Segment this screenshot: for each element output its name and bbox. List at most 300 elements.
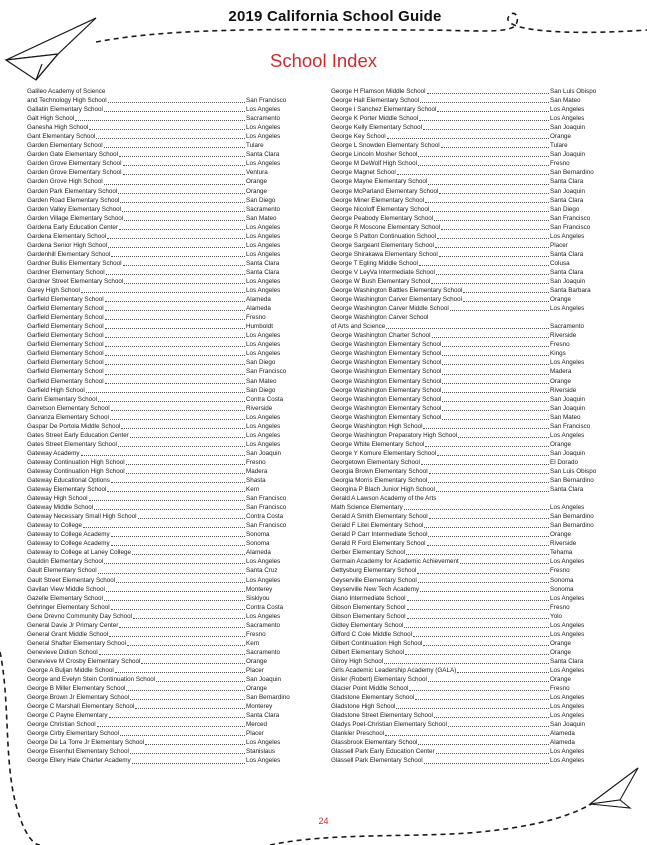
county-name: Sacramento	[246, 648, 280, 656]
county-name: San Bernardino	[246, 694, 290, 702]
dot-leader	[105, 310, 245, 311]
dot-leader	[404, 627, 549, 628]
school-name: Galileo Academy of Science	[27, 88, 106, 95]
school-name: Garfield Elementary School	[27, 341, 104, 349]
county-name: San Joaquin	[550, 721, 586, 729]
school-name: George Washington Elementary School	[331, 368, 442, 376]
dot-leader	[111, 410, 245, 411]
school-name: Garfield Elementary School	[27, 296, 104, 304]
index-entry	[27, 177, 310, 186]
index-entry	[331, 187, 614, 196]
county-name: Sacramento	[246, 205, 280, 213]
school-name: George Magnet School	[331, 169, 396, 177]
index-entry	[27, 630, 310, 639]
county-name: San Joaquin	[246, 449, 282, 457]
dot-leader	[441, 147, 549, 148]
index-entry	[27, 512, 310, 521]
dot-leader	[89, 129, 245, 130]
school-name: Gates Street Elementary School	[27, 440, 117, 448]
index-entry	[331, 576, 614, 585]
index-entry	[331, 711, 614, 720]
index-entry	[331, 232, 614, 241]
school-name: Georgetown Elementary School	[331, 458, 420, 466]
index-entry	[331, 286, 614, 295]
index-entry	[27, 123, 310, 132]
school-name: George Washington High School	[331, 422, 423, 430]
county-name: San Joaquin	[550, 395, 586, 403]
county-name: Orange	[550, 648, 572, 656]
index-entry	[331, 159, 614, 168]
school-name: Garden Grove Elementary School	[27, 169, 122, 177]
index-entry	[331, 485, 614, 494]
index-entry	[27, 286, 310, 295]
county-name: Los Angeles	[246, 739, 281, 747]
school-name: Gardner Street Elementary School	[27, 277, 124, 285]
school-name: Georgina P Blach Junior High School	[331, 486, 435, 494]
county-name: Santa Clara	[550, 178, 584, 186]
index-entry	[27, 657, 310, 666]
dot-leader	[145, 744, 245, 745]
school-name: Gilroy High School	[331, 657, 384, 665]
county-name: San Mateo	[550, 97, 581, 105]
county-name: Santa Clara	[550, 268, 584, 276]
county-name: Los Angeles	[246, 612, 281, 620]
index-entry	[27, 467, 310, 476]
county-name: Los Angeles	[246, 431, 281, 439]
index-entry	[331, 150, 614, 159]
index-entry	[27, 340, 310, 349]
dot-leader	[126, 464, 245, 465]
dot-leader	[429, 473, 549, 474]
county-name: Sonoma	[550, 585, 574, 593]
dot-leader	[81, 292, 245, 293]
school-name: Giano Intermediate School	[331, 594, 406, 602]
school-name: Garfield Elementary School	[27, 377, 104, 385]
school-name: George Hall Elementary School	[331, 97, 420, 105]
index-entry	[27, 720, 310, 729]
dot-leader	[123, 265, 246, 266]
index-entry	[27, 747, 310, 756]
county-name: Contra Costa	[246, 603, 284, 611]
county-name: Los Angeles	[246, 440, 281, 448]
dot-leader	[106, 274, 245, 275]
county-name: San Diego	[246, 359, 276, 367]
county-name: Madera	[550, 368, 572, 376]
county-name: Kings	[550, 350, 566, 358]
index-entry	[331, 512, 614, 521]
dot-leader	[429, 518, 549, 519]
school-name: George Washington Carver School	[331, 314, 429, 322]
index-entry	[331, 738, 614, 747]
county-name: San Francisco	[246, 495, 287, 503]
dot-leader	[105, 364, 245, 365]
county-name: Los Angeles	[550, 703, 585, 711]
dot-leader	[413, 636, 549, 637]
county-name: San Bernardino	[550, 513, 594, 521]
school-name: George Washington Carver Elementary School	[331, 296, 463, 304]
paper-airplane-icon	[590, 768, 638, 808]
county-name: San Francisco	[550, 214, 591, 222]
school-name: and Technology High School	[27, 97, 107, 105]
county-name: Yolo	[550, 612, 563, 620]
index-entry	[331, 449, 614, 458]
county-name: San Joaquin	[550, 277, 586, 285]
index-entry	[27, 241, 310, 250]
dot-leader	[442, 401, 549, 402]
index-entry	[331, 548, 614, 557]
index-entry	[27, 114, 310, 123]
index-entry	[331, 503, 614, 512]
school-name: Garden Grove Elementary School	[27, 160, 122, 168]
index-entry	[27, 250, 310, 259]
county-name: Santa Clara	[550, 250, 584, 258]
index-entry	[27, 132, 310, 141]
index-entry	[27, 576, 310, 585]
school-name: Garden Gate Elementary School	[27, 151, 119, 159]
school-name: George White Elementary School	[331, 440, 425, 448]
county-name: Los Angeles	[246, 241, 281, 249]
dot-leader	[99, 654, 245, 655]
index-entry	[27, 422, 310, 431]
dot-leader	[135, 708, 245, 709]
county-name: Riverside	[550, 540, 577, 548]
county-name: Los Angeles	[550, 305, 585, 313]
index-entry	[27, 557, 310, 566]
dot-leader	[118, 446, 245, 447]
dot-leader	[442, 419, 549, 420]
county-name: Humboldt	[246, 323, 273, 331]
school-name: Genevieve M Crosby Elementary School	[27, 657, 141, 665]
dot-leader	[418, 582, 549, 583]
county-name: Santa Cruz	[246, 567, 278, 575]
county-name: Riverside	[246, 404, 273, 412]
index-entry	[331, 223, 614, 232]
county-name: San Bernardino	[550, 522, 594, 530]
index-entry	[331, 657, 614, 666]
dot-leader	[132, 554, 245, 555]
school-name: George Eisenhut Elementary School	[27, 748, 129, 756]
dot-leader	[419, 120, 549, 121]
dot-leader	[111, 536, 245, 537]
school-name: Gerald A Smith Elementary School	[331, 513, 428, 521]
index-entry	[331, 756, 614, 765]
dot-leader	[111, 256, 245, 257]
county-name: Riverside	[550, 332, 577, 340]
index-entry	[27, 214, 310, 223]
county-name: Fresno	[550, 341, 570, 349]
dot-leader	[404, 509, 549, 510]
index-entry	[331, 693, 614, 702]
index-entry	[27, 159, 310, 168]
index-entry	[331, 259, 614, 268]
dot-leader	[442, 364, 549, 365]
county-name: San Joaquin	[550, 404, 586, 412]
dot-leader	[118, 193, 245, 194]
index-entry	[331, 431, 614, 440]
county-name: Los Angeles	[246, 422, 281, 430]
dot-leader	[417, 573, 549, 574]
school-name: Gant Elementary School	[27, 133, 96, 141]
county-name: Los Angeles	[550, 694, 585, 702]
index-entry	[27, 702, 310, 711]
dot-leader	[434, 220, 549, 221]
county-name: San Bernardino	[550, 169, 594, 177]
dot-leader	[124, 220, 245, 221]
county-name: San Luis Obispo	[550, 467, 597, 475]
school-name: George Brown Jr Elementary School	[27, 694, 130, 702]
county-name: Los Angeles	[246, 350, 281, 358]
dot-leader	[418, 165, 549, 166]
index-entry	[27, 304, 310, 313]
dot-leader	[423, 428, 549, 429]
county-name: San Diego	[246, 196, 276, 204]
county-name: San Joaquin	[550, 187, 586, 195]
index-entry	[27, 395, 310, 404]
school-name: George T Egling Middle School	[331, 259, 418, 267]
county-name: Santa Barbara	[550, 287, 591, 295]
dot-leader	[104, 184, 245, 185]
county-name: San Mateo	[246, 214, 277, 222]
dot-leader	[434, 717, 549, 718]
dot-leader	[107, 491, 245, 492]
index-entry	[331, 331, 614, 340]
county-name: Orange	[550, 440, 572, 448]
county-name: Contra Costa	[246, 513, 284, 521]
index-entry	[331, 530, 614, 539]
school-name: George Kelly Elementary School	[331, 124, 423, 132]
index-entry	[27, 205, 310, 214]
index-entry	[331, 96, 614, 105]
school-name: Gateway Educational Options	[27, 477, 110, 485]
school-name: Gifford C Cole Middle School	[331, 630, 413, 638]
county-name: Orange	[550, 639, 572, 647]
index-entry	[331, 404, 614, 413]
school-name: of Arts and Science	[331, 323, 386, 331]
index-entry	[27, 548, 310, 557]
school-name: Georgia Morris Elementary School	[331, 477, 428, 485]
school-name: Gateway High School	[27, 495, 88, 503]
county-name: El Dorado	[550, 458, 579, 466]
index-entry	[331, 585, 614, 594]
school-name: George Washington Elementary School	[331, 395, 442, 403]
school-name: General Grant Middle School	[27, 630, 109, 638]
index-entry	[331, 612, 614, 621]
dot-leader	[405, 654, 549, 655]
school-name: General Shafter Elementary School	[27, 639, 127, 647]
county-name: Kern	[246, 639, 260, 647]
school-name: George Washington Charter School	[331, 332, 431, 340]
school-name: George Washington Elementary School	[331, 404, 442, 412]
school-name: George B Miller Elementary School	[27, 685, 126, 693]
index-entry	[27, 259, 310, 268]
school-name: George H Flamson Middle School	[331, 88, 426, 95]
school-name: Garden Road Elementary School	[27, 196, 120, 204]
index-entry	[331, 566, 614, 575]
county-name: Orange	[246, 685, 268, 693]
school-name: George McParland Elementary School	[331, 187, 439, 195]
index-entry	[27, 594, 310, 603]
school-name: Gibson Elementary School	[331, 612, 406, 620]
school-name: George K Porter Middle School	[331, 115, 419, 123]
dot-leader	[437, 455, 549, 456]
school-name: George Washington Preparatory High School	[331, 431, 458, 439]
school-name: George L Snowden Elementary School	[331, 142, 440, 150]
dot-leader	[439, 193, 549, 194]
school-name: Garfield Elementary School	[27, 350, 104, 358]
dot-leader	[442, 355, 549, 356]
dot-leader	[420, 591, 549, 592]
index-entry	[27, 756, 310, 765]
county-name: San Joaquin	[550, 124, 586, 132]
index-entry	[331, 702, 614, 711]
dot-leader	[111, 482, 245, 483]
school-name: Gardner Bullis Elementary School	[27, 259, 122, 267]
school-name: George and Evelyn Stein Continuation School	[27, 676, 156, 684]
index-entry	[331, 132, 614, 141]
county-name: Riverside	[550, 386, 577, 394]
school-name: Gauldin Elementary School	[27, 558, 104, 566]
school-name: George M DeWolf High School	[331, 160, 417, 168]
school-name: Garfield Elementary School	[27, 323, 104, 331]
dot-leader	[407, 609, 549, 610]
county-name: Sacramento	[246, 115, 280, 123]
school-name: George I Sanchez Elementary School	[331, 106, 437, 114]
index-entry	[27, 141, 310, 150]
school-name: Garey High School	[27, 287, 80, 295]
index-entry	[331, 295, 614, 304]
school-name: Garden Valley Elementary School	[27, 205, 122, 213]
school-name: George Key School	[331, 133, 386, 141]
county-name: Los Angeles	[550, 359, 585, 367]
dot-leader	[428, 681, 549, 682]
dot-leader	[97, 726, 245, 727]
dot-leader	[115, 672, 245, 673]
index-entry	[27, 232, 310, 241]
school-name: Gerber Elementary School	[331, 549, 406, 557]
dot-leader	[420, 102, 549, 103]
county-name: Los Angeles	[246, 250, 281, 258]
county-name: Los Angeles	[246, 106, 281, 114]
county-name: Los Angeles	[246, 341, 281, 349]
county-name: Alameda	[246, 549, 271, 557]
county-name: Los Angeles	[246, 223, 281, 231]
county-name: Placer	[246, 667, 264, 674]
dot-leader	[89, 500, 245, 501]
index-entry	[27, 331, 310, 340]
school-name: Georgia Brown Elementary School	[331, 467, 428, 475]
index-entry	[27, 322, 310, 331]
county-name: Los Angeles	[550, 504, 585, 512]
county-name: Los Angeles	[246, 287, 281, 295]
index-entry	[27, 621, 310, 630]
index-entry	[27, 521, 310, 530]
school-name: George Nicoloff Elementary School	[331, 205, 430, 213]
school-name: Garfield High School	[27, 386, 85, 394]
school-name: George W Bush Elementary School	[331, 277, 431, 285]
dot-leader	[418, 156, 549, 157]
school-name: George Shirakawa Elementary School	[331, 250, 438, 258]
school-name: George A Buljan Middle School	[27, 667, 114, 674]
dot-leader	[96, 138, 245, 139]
county-name: Los Angeles	[550, 594, 585, 602]
county-name: Santa Clara	[550, 196, 584, 204]
dot-leader	[457, 672, 549, 673]
dot-leader	[141, 663, 245, 664]
index-entry	[331, 557, 614, 566]
school-name: Gisler (Robert) Elementary School	[331, 676, 427, 684]
index-entry	[331, 114, 614, 123]
school-name: Glassell Park Elementary School	[331, 757, 423, 765]
dot-leader	[423, 129, 549, 130]
dot-leader	[86, 392, 245, 393]
dot-leader	[441, 229, 549, 230]
dot-leader	[442, 410, 549, 411]
dot-leader	[107, 238, 245, 239]
index-entry	[331, 648, 614, 657]
school-name: George Sargeant Elementary School	[331, 241, 434, 249]
index-entry	[27, 349, 310, 358]
dot-leader	[423, 645, 549, 646]
index-entry	[331, 521, 614, 530]
index-entry	[331, 177, 614, 186]
index-entry	[27, 358, 310, 367]
index-entry	[331, 729, 614, 738]
dot-leader	[419, 265, 549, 266]
index-entry	[27, 313, 310, 322]
school-name: Genevieve Didion School	[27, 648, 98, 656]
dot-leader	[439, 256, 549, 257]
school-name: Garretson Elementary School	[27, 404, 110, 412]
county-name: Los Angeles	[550, 621, 585, 629]
index-entry	[27, 367, 310, 376]
county-name: Los Angeles	[246, 558, 281, 566]
dot-leader	[120, 202, 245, 203]
dot-leader	[407, 600, 549, 601]
dot-leader	[418, 744, 549, 745]
guide-title: 2019 California School Guide	[228, 8, 442, 25]
school-name: Gateway Necessary Small High School	[27, 513, 137, 521]
school-name: Gerald A Lawson Academy of the Arts	[331, 495, 437, 503]
index-entry	[27, 449, 310, 458]
school-name: Gibson Elementary School	[331, 603, 406, 611]
dot-leader	[436, 753, 549, 754]
school-name: Gidley Elementary School	[331, 621, 404, 629]
dot-leader	[127, 645, 245, 646]
county-name: Orange	[246, 178, 268, 186]
school-name: Gerald P Carr Intermediate School	[331, 531, 428, 539]
county-name: San Joaquin	[246, 676, 282, 684]
county-name: Merced	[246, 721, 267, 729]
county-name: San Francisco	[550, 422, 591, 430]
school-name: George C Payne Elementary	[27, 712, 108, 720]
county-name: Madera	[246, 467, 268, 475]
county-name: Los Angeles	[246, 277, 281, 285]
index-entry	[331, 675, 614, 684]
index-entry	[331, 467, 614, 476]
dot-leader	[386, 328, 549, 329]
index-entry	[331, 250, 614, 259]
index-entry	[27, 675, 310, 684]
county-name: San Bernardino	[550, 477, 594, 485]
school-name: George Christian School	[27, 721, 96, 729]
dot-leader	[98, 401, 245, 402]
index-entry	[331, 340, 614, 349]
dot-leader	[442, 374, 549, 375]
school-name: Girls Academic Leadership Academy (GALA)	[331, 667, 457, 674]
county-name: Ventura	[246, 169, 268, 177]
index-entry	[331, 277, 614, 286]
county-name: Colusa	[550, 259, 570, 267]
